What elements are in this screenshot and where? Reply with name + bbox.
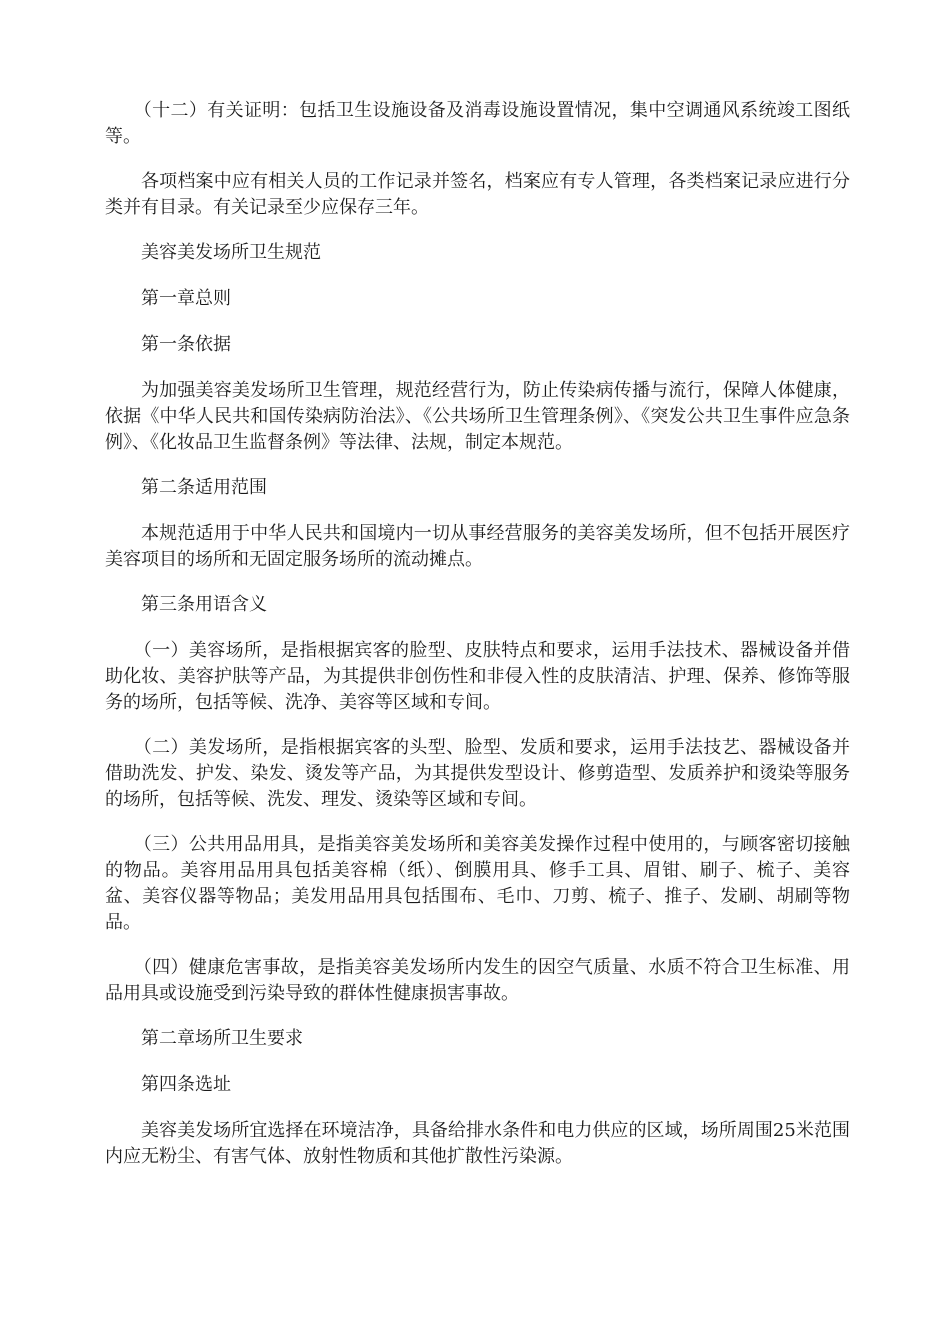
document-title: 美容美发场所卫生规范 — [141, 242, 321, 263]
article-4-heading: 第四条选址 — [141, 1074, 231, 1095]
article-3-heading: 第三条用语含义 — [141, 594, 267, 615]
chapter-2-heading: 第二章场所卫生要求 — [141, 1028, 303, 1049]
article-2-heading: 第二条适用范围 — [141, 477, 267, 498]
definition-health-hazard: （四）健康危害事故，是指美容美发场所内发生的因空气质量、水质不符合卫生标准、用品用具或设施受到污染导致的群体性健康损害事故。 — [105, 957, 850, 1004]
paragraph-article-1: 为加强美容美发场所卫生管理，规范经营行为，防止传染病传播与流行，保障人体健康，依据《中华人民共和国传染病防治法》、《公共场所卫生管理条例》、《突发公共卫生事件应急条例》、《化妆品卫生监督条例》等法律、法规，制定本规范。 — [105, 380, 850, 453]
chapter-1-heading: 第一章总则 — [141, 288, 231, 309]
document-page — [105, 98, 850, 1189]
definition-hair-salon: （二）美发场所，是指根据宾客的头型、脸型、发质和要求，运用手法技艺、器械设备并借助洗发、护发、染发、烫发等产品，为其提供发型设计、修剪造型、发质养护和烫染等服务的场所，包括等候、洗发、理发、烫染等区域和专间。 — [105, 737, 850, 810]
definition-beauty-salon: （一）美容场所，是指根据宾客的脸型、皮肤特点和要求，运用手法技术、器械设备并借助化妆、美容护肤等产品，为其提供非创伤性和非侵入性的皮肤清洁、护理、保养、修饰等服务的场所，包括等候、洗净、美容等区域和专间。 — [105, 640, 850, 713]
definition-public-supplies: （三）公共用品用具，是指美容美发场所和美容美发操作过程中使用的，与顾客密切接触的物品。美容用品用具包括美容棉（纸）、倒膜用具、修手工具、眉钳、刷子、梳子、美容盆、美容仪器等物品；美发用品用具包括围布、毛巾、刀剪、梳子、推子、发刷、胡刷等物品。 — [105, 834, 850, 933]
paragraph-certificates: （十二）有关证明：包括卫生设施设备及消毒设施设置情况，集中空调通风系统竣工图纸等。 — [105, 100, 850, 147]
article-1-heading: 第一条依据 — [141, 334, 231, 355]
paragraph-article-4: 美容美发场所宜选择在环境洁净，具备给排水条件和电力供应的区域，场所周围25米范围内应无粉尘、有害气体、放射性物质和其他扩散性污染源。 — [105, 1120, 850, 1167]
paragraph-article-2: 本规范适用于中华人民共和国境内一切从事经营服务的美容美发场所，但不包括开展医疗美容项目的场所和无固定服务场所的流动摊点。 — [105, 523, 850, 570]
paragraph-archive-records: 各项档案中应有相关人员的工作记录并签名，档案应有专人管理，各类档案记录应进行分类并有目录。有关记录至少应保存三年。 — [105, 171, 850, 218]
